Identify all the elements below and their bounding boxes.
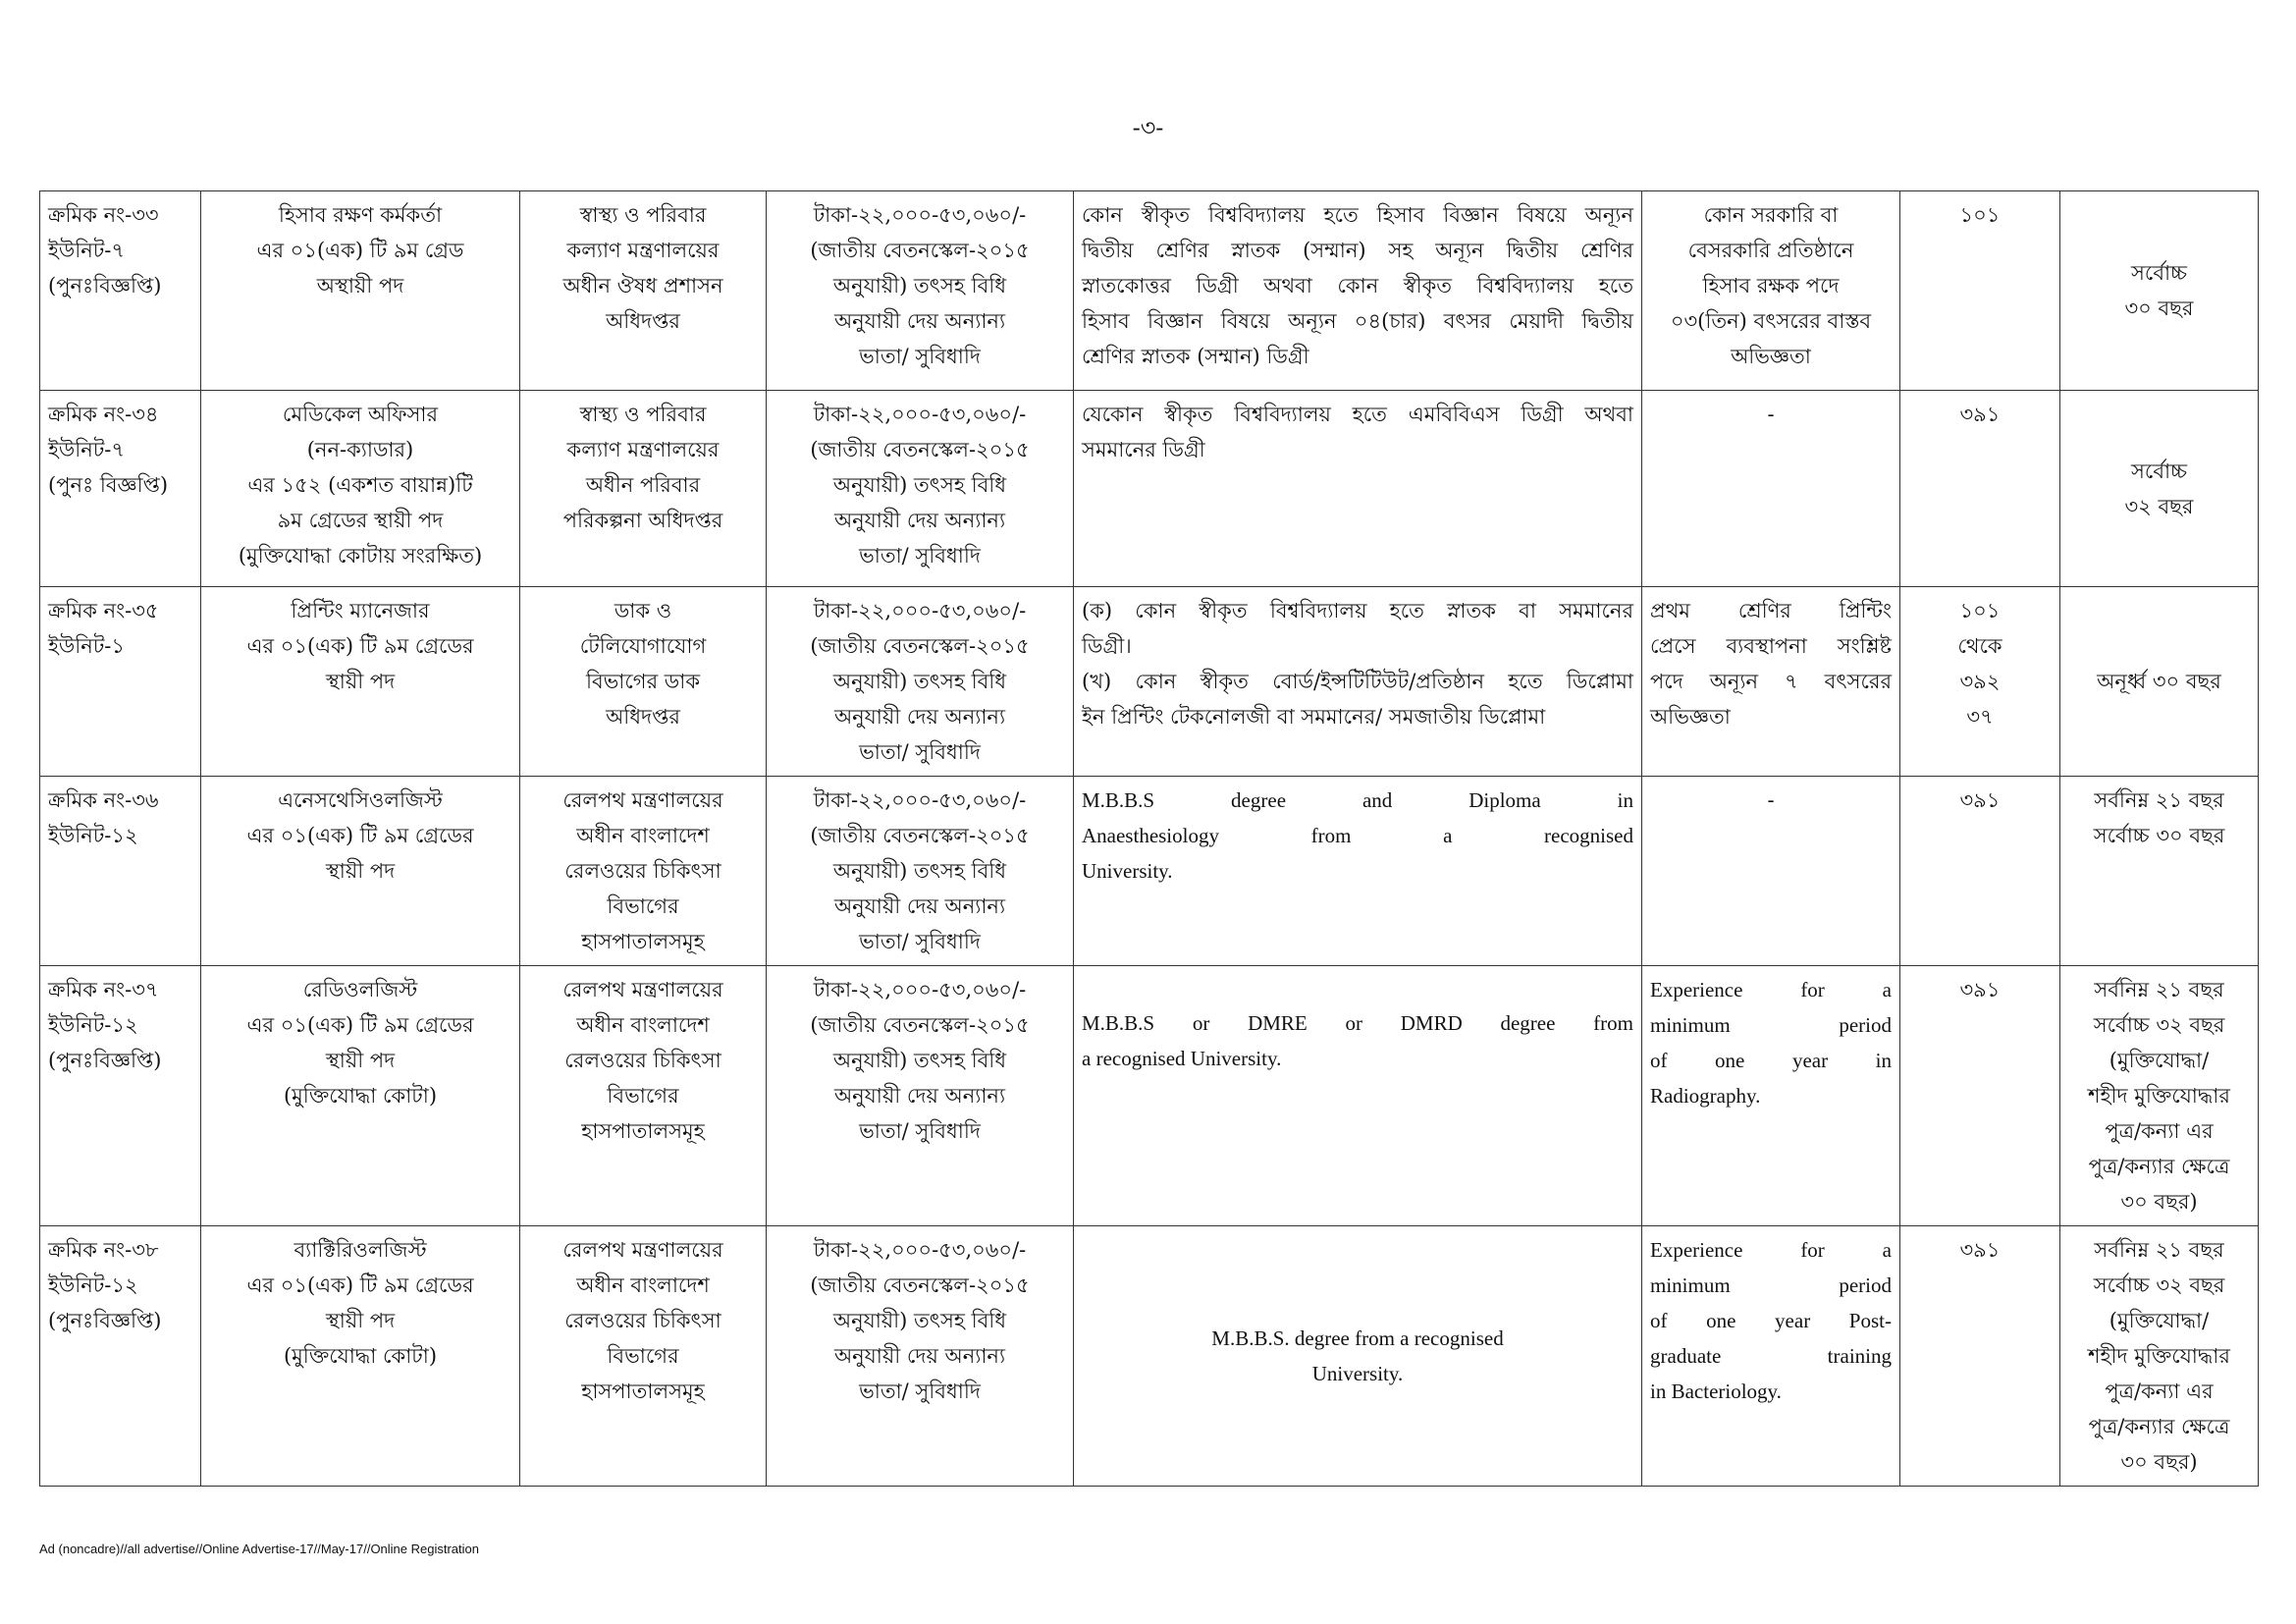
table-row xyxy=(40,1226,2259,1487)
cell-line: বিভাগের xyxy=(607,894,679,918)
cell-experience xyxy=(1642,1226,1900,1487)
cell-line: ১০১ xyxy=(1959,203,2001,227)
cell-line: টাকা-২২,০০০-৫৩,০৬০/- xyxy=(813,788,1027,812)
cell-line: স্নাতকোত্তর ডিগ্রী অথবা কোন স্বীকৃত বিশ্ববিদ্যালয় হতে xyxy=(1082,274,1633,298)
cell-line: সমমানের ডিগ্রী xyxy=(1082,438,1205,461)
cell-line: University. xyxy=(1311,1362,1404,1385)
cell-line: M.B.B.S degree and Diploma in xyxy=(1082,788,1633,812)
cell-line: হাসপাতালসমূহ xyxy=(581,1380,705,1403)
cell-code xyxy=(1900,966,2060,1226)
cell-line: অনূর্ধ্ব ৩০ বছর xyxy=(2097,670,2221,693)
cell-line: স্থায়ী পদ xyxy=(325,1049,396,1072)
cell-age xyxy=(2060,966,2259,1226)
cell-age xyxy=(2060,587,2259,777)
cell-line: অনুযায়ী) তৎসহ বিধি xyxy=(832,274,1007,298)
table-row xyxy=(40,391,2259,587)
cell-serial xyxy=(40,391,201,587)
cell-line: ইউনিট-১২ xyxy=(48,1013,138,1037)
cell-line: (জাতীয় বেতনস্কেল-২০১৫ xyxy=(810,634,1030,658)
cell-line: অধীন বাংলাদেশ xyxy=(576,824,710,847)
cell-line: ডিগ্রী। xyxy=(1082,634,1132,658)
cell-line: (জাতীয় বেতনস্কেল-২০১৫ xyxy=(810,1273,1030,1297)
cell-line: টাকা-২২,০০০-৫৩,০৬০/- xyxy=(813,403,1027,426)
table-row xyxy=(40,777,2259,966)
cell-line: Anaesthesiology from a recognised xyxy=(1082,824,1633,847)
cell-office xyxy=(520,587,767,777)
cell-line: টেলিযোগাযোগ xyxy=(579,634,707,658)
cell-line: ৩০ বছর) xyxy=(2120,1450,2198,1474)
cell-line: হিসাব রক্ষক পদে xyxy=(1702,274,1840,298)
cell-code xyxy=(1900,777,2060,966)
cell-line: M.B.B.S or DMRE or DMRD degree from xyxy=(1082,1011,1633,1035)
cell-line: রেলওয়ের চিকিৎসা xyxy=(564,1049,721,1072)
cell-line: ইন প্রিন্টিং টেকনোলজী বা সমমানের/ সমজাতীয় ডিপ্লোমা xyxy=(1082,705,1546,729)
cell-line: সর্বোচ্চ ৩০ বছর xyxy=(2093,824,2225,847)
cell-line: ক্রমিক নং-৩৫ xyxy=(48,599,159,623)
table-body xyxy=(40,191,2259,1487)
cell-line: ভাতা/ সুবিধাদি xyxy=(859,1380,981,1403)
cell-line: প্রিন্টিং ম্যানেজার xyxy=(291,599,430,623)
cell-line: এর ০১(এক) টি ৯ম গ্রেডের xyxy=(246,1013,474,1037)
cell-qualification xyxy=(1074,966,1642,1226)
cell-line: স্বাস্থ্য ও পরিবার xyxy=(579,403,707,426)
cell-line: অনুযায়ী) তৎসহ বিধি xyxy=(832,473,1007,497)
cell-line: কোন সরকারি বা xyxy=(1703,203,1839,227)
cell-line: রেডিওলজিস্ট xyxy=(302,978,418,1001)
cell-serial xyxy=(40,587,201,777)
cell-line: অনুযায়ী দেয় অন্যান্য xyxy=(833,894,1006,918)
cell-post xyxy=(201,191,520,391)
cell-line: স্বাস্থ্য ও পরিবার xyxy=(579,203,707,227)
cell-line: (পুনঃবিজ্ঞপ্তি) xyxy=(48,1049,162,1072)
cell-line: অনুযায়ী) তৎসহ বিধি xyxy=(832,1049,1007,1072)
cell-line: প্রথম শ্রেণির প্রিন্টিং xyxy=(1650,599,1892,623)
cell-line: Experience for a xyxy=(1650,978,1892,1001)
cell-salary xyxy=(767,191,1074,391)
cell-line: এর ০১(এক) টি ৯ম গ্রেডের xyxy=(246,824,474,847)
cell-line: হাসপাতালসমূহ xyxy=(581,930,705,953)
cell-line: ডাক ও xyxy=(614,599,672,623)
cell-line: পুত্র/কন্যার ক্ষেত্রে xyxy=(2088,1415,2230,1438)
cell-age xyxy=(2060,391,2259,587)
cell-line: অধীন ঔষধ প্রশাসন xyxy=(562,274,723,298)
cell-line: ৩৯১ xyxy=(1959,1238,2001,1262)
cell-line: ক্রমিক নং-৩৮ xyxy=(48,1238,159,1262)
cell-line: পদে অন্যূন ৭ বৎসরের xyxy=(1650,670,1892,693)
cell-line: পুত্র/কন্যা এর xyxy=(2105,1119,2214,1143)
cell-line: থেকে xyxy=(1957,634,2002,658)
cell-line: অধিদপ্তর xyxy=(606,705,680,729)
cell-line: পরিকল্পনা অধিদপ্তর xyxy=(562,509,723,532)
cell-line: ৩৯১ xyxy=(1959,403,2001,426)
cell-line: অধীন পরিবার xyxy=(585,473,701,497)
cell-line: in Bacteriology. xyxy=(1650,1380,1782,1403)
cell-line: ইউনিট-১২ xyxy=(48,1273,138,1297)
cell-line: সর্বোচ্চ ৩২ বছর xyxy=(2093,1273,2225,1297)
cell-line: বিভাগের xyxy=(607,1084,679,1108)
cell-line: রেলওয়ের চিকিৎসা xyxy=(564,1309,721,1332)
cell-line: হিসাব রক্ষণ কর্মকর্তা xyxy=(278,203,443,227)
cell-line: ৩৭ xyxy=(1966,705,1994,729)
cell-line: পুত্র/কন্যার ক্ষেত্রে xyxy=(2088,1155,2230,1178)
table-row xyxy=(40,191,2259,391)
cell-line: দ্বিতীয় শ্রেণির স্নাতক (সম্মান) সহ অন্যূন দ্বিতীয় শ্রেণির xyxy=(1082,239,1633,262)
cell-experience xyxy=(1642,777,1900,966)
cell-serial xyxy=(40,191,201,391)
cell-line: অধীন বাংলাদেশ xyxy=(576,1273,710,1297)
cell-line: ৩০ বছর xyxy=(2124,297,2194,320)
cell-line: সর্বোচ্চ ৩২ বছর xyxy=(2093,1013,2225,1037)
cell-line: ভাতা/ সুবিধাদি xyxy=(859,930,981,953)
cell-line: অনুযায়ী দেয় অন্যান্য xyxy=(833,509,1006,532)
cell-salary xyxy=(767,587,1074,777)
cell-line: ভাতা/ সুবিধাদি xyxy=(859,345,981,368)
cell-line: (জাতীয় বেতনস্কেল-২০১৫ xyxy=(810,824,1030,847)
cell-line: এর ০১(এক) টি ৯ম গ্রেড xyxy=(256,239,464,262)
cell-experience xyxy=(1642,191,1900,391)
cell-line: minimum period xyxy=(1650,1273,1892,1297)
cell-line: minimum period xyxy=(1650,1013,1892,1037)
cell-line: বিভাগের xyxy=(607,1344,679,1368)
cell-post xyxy=(201,1226,520,1487)
cell-line: হিসাব বিজ্ঞান বিষয়ে অন্যূন ০৪(চার) বৎসর মেয়াদী দ্বিতীয় xyxy=(1082,309,1633,333)
cell-line: M.B.B.S. degree from a recognised xyxy=(1211,1326,1504,1350)
cell-line: অধীন বাংলাদেশ xyxy=(576,1013,710,1037)
cell-line: এনেসথেসিওলজিস্ট xyxy=(278,788,443,812)
cell-experience xyxy=(1642,391,1900,587)
cell-serial xyxy=(40,1226,201,1487)
cell-line: টাকা-২২,০০০-৫৩,০৬০/- xyxy=(813,599,1027,623)
cell-line: অনুযায়ী দেয় অন্যান্য xyxy=(833,705,1006,729)
cell-post xyxy=(201,587,520,777)
cell-line: ভাতা/ সুবিধাদি xyxy=(859,1119,981,1143)
cell-line: এর ১৫২ (একশত বায়ান্ন)টি xyxy=(247,473,473,497)
cell-line: ৩০ বছর) xyxy=(2120,1190,2198,1214)
cell-line: কল্যাণ মন্ত্রণালয়ের xyxy=(566,438,720,461)
cell-line: টাকা-২২,০০০-৫৩,০৬০/- xyxy=(813,1238,1027,1262)
cell-line: রেলপথ মন্ত্রণালয়ের xyxy=(562,788,723,812)
cell-line: ভাতা/ সুবিধাদি xyxy=(859,544,981,568)
cell-line: ৩৯১ xyxy=(1959,788,2001,812)
cell-post xyxy=(201,391,520,587)
cell-line: (নন-ক্যাডার) xyxy=(306,438,414,461)
cell-line: ৩৯১ xyxy=(1959,978,2001,1001)
cell-line: ৩৯২ xyxy=(1959,670,2001,693)
cell-line: মেডিকেল অফিসার xyxy=(282,403,439,426)
cell-qualification xyxy=(1074,587,1642,777)
cell-experience xyxy=(1642,966,1900,1226)
cell-office xyxy=(520,777,767,966)
cell-office xyxy=(520,1226,767,1487)
cell-line: (পুনঃ বিজ্ঞপ্তি) xyxy=(48,473,169,497)
cell-line: বিভাগের ডাক xyxy=(585,670,701,693)
cell-age xyxy=(2060,1226,2259,1487)
cell-qualification xyxy=(1074,1226,1642,1487)
cell-line: (মুক্তিযোদ্ধা কোটায় সংরক্ষিত) xyxy=(238,544,483,568)
cell-qualification xyxy=(1074,191,1642,391)
cell-salary xyxy=(767,391,1074,587)
cell-line: অনুযায়ী দেয় অন্যান্য xyxy=(833,1344,1006,1368)
footer-path: Ad (noncadre)//all advertise//Online Advertise-17//May-17//Online Registration xyxy=(39,1542,479,1556)
cell-line: (জাতীয় বেতনস্কেল-২০১৫ xyxy=(810,438,1030,461)
cell-line: ভাতা/ সুবিধাদি xyxy=(859,740,981,764)
cell-line: সর্বনিম্ন ২১ বছর xyxy=(2094,788,2224,812)
cell-line: এর ০১(এক) টি ৯ম গ্রেডের xyxy=(246,1273,474,1297)
cell-line: (মুক্তিযোদ্ধা/ xyxy=(2109,1049,2210,1072)
table-row xyxy=(40,966,2259,1226)
cell-line: graduate training xyxy=(1650,1344,1892,1368)
cell-line: (মুক্তিযোদ্ধা/ xyxy=(2109,1309,2210,1332)
cell-line: (জাতীয় বেতনস্কেল-২০১৫ xyxy=(810,239,1030,262)
cell-line: অনুযায়ী) তৎসহ বিধি xyxy=(832,1309,1007,1332)
cell-code xyxy=(1900,1226,2060,1487)
cell-line: ইউনিট-৭ xyxy=(48,239,126,262)
cell-line: অনুযায়ী) তৎসহ বিধি xyxy=(832,859,1007,883)
cell-line: (খ) কোন স্বীকৃত বোর্ড/ইন্সটিটিউট/প্রতিষ্ঠান হতে ডিপ্লোমা xyxy=(1082,670,1633,693)
cell-line: স্থায়ী পদ xyxy=(325,859,396,883)
cell-line: of one year in xyxy=(1650,1049,1892,1072)
cell-line: সর্বনিম্ন ২১ বছর xyxy=(2094,1238,2224,1262)
cell-qualification xyxy=(1074,391,1642,587)
cell-qualification xyxy=(1074,777,1642,966)
cell-salary xyxy=(767,966,1074,1226)
cell-line: হাসপাতালসমূহ xyxy=(581,1119,705,1143)
cell-line: বেসরকারি প্রতিষ্ঠানে xyxy=(1687,239,1854,262)
cell-line: পুত্র/কন্যা এর xyxy=(2105,1380,2214,1403)
cell-age xyxy=(2060,191,2259,391)
cell-post xyxy=(201,966,520,1226)
cell-line: University. xyxy=(1082,859,1173,883)
cell-line: এর ০১(এক) টি ৯ম গ্রেডের xyxy=(246,634,474,658)
cell-age xyxy=(2060,777,2259,966)
page-number: -৩- xyxy=(1132,114,1164,141)
cell-line: (মুক্তিযোদ্ধা কোটা) xyxy=(283,1084,438,1108)
cell-line: অভিজ্ঞতা xyxy=(1731,345,1811,368)
cell-line: সর্বনিম্ন ২১ বছর xyxy=(2094,978,2224,1001)
cell-line: ০৩(তিন) বৎসরের বাস্তব xyxy=(1670,309,1872,333)
cell-line: ব্যাক্টিরিওলজিস্ট xyxy=(294,1238,427,1262)
cell-line: অস্থায়ী পদ xyxy=(316,274,404,298)
cell-line: অনুযায়ী দেয় অন্যান্য xyxy=(833,309,1006,333)
cell-line: সর্বোচ্চ xyxy=(2131,459,2187,483)
cell-salary xyxy=(767,777,1074,966)
cell-line: স্থায়ী পদ xyxy=(325,670,396,693)
cell-line: স্থায়ী পদ xyxy=(325,1309,396,1332)
cell-line: শহীদ মুক্তিযোদ্ধার xyxy=(2088,1084,2230,1108)
cell-salary xyxy=(767,1226,1074,1487)
cell-line: (জাতীয় বেতনস্কেল-২০১৫ xyxy=(810,1013,1030,1037)
cell-line: (মুক্তিযোদ্ধা কোটা) xyxy=(283,1344,438,1368)
cell-line: টাকা-২২,০০০-৫৩,০৬০/- xyxy=(813,203,1027,227)
cell-office xyxy=(520,391,767,587)
cell-experience xyxy=(1642,587,1900,777)
cell-line: of one year Post- xyxy=(1650,1309,1892,1332)
cell-line: যেকোন স্বীকৃত বিশ্ববিদ্যালয় হতে এমবিবিএস ডিগ্রী অথবা xyxy=(1082,403,1633,426)
cell-line: কোন স্বীকৃত বিশ্ববিদ্যালয় হতে হিসাব বিজ্ঞান বিষয়ে অন্যূন xyxy=(1082,203,1633,227)
cell-post xyxy=(201,777,520,966)
cell-line: ক্রমিক নং-৩৩ xyxy=(48,203,159,227)
table-row xyxy=(40,587,2259,777)
cell-line: ক্রমিক নং-৩৭ xyxy=(48,978,159,1001)
cell-line: Radiography. xyxy=(1650,1084,1761,1108)
cell-line: (ক) কোন স্বীকৃত বিশ্ববিদ্যালয় হতে স্নাতক বা সমমানের xyxy=(1082,599,1633,623)
cell-line: ক্রমিক নং-৩৬ xyxy=(48,788,159,812)
cell-line: ১০১ xyxy=(1959,599,2001,623)
cell-line: অনুযায়ী) তৎসহ বিধি xyxy=(832,670,1007,693)
cell-line: সর্বোচ্চ xyxy=(2131,261,2187,285)
cell-office xyxy=(520,191,767,391)
cell-line: ইউনিট-৭ xyxy=(48,438,126,461)
cell-line: রেলপথ মন্ত্রণালয়ের xyxy=(562,1238,723,1262)
cell-office xyxy=(520,966,767,1226)
cell-line: ইউনিট-১২ xyxy=(48,824,138,847)
cell-line: অধিদপ্তর xyxy=(606,309,680,333)
cell-line: ক্রমিক নং-৩৪ xyxy=(48,403,159,426)
cell-line: রেলপথ মন্ত্রণালয়ের xyxy=(562,978,723,1001)
cell-line: ইউনিট-১ xyxy=(48,634,125,658)
cell-line: ৯ম গ্রেডের স্থায়ী পদ xyxy=(277,509,444,532)
cell-line: ৩২ বছর xyxy=(2124,494,2194,518)
cell-line: - xyxy=(1767,403,1775,426)
cell-code xyxy=(1900,191,2060,391)
cell-line: কল্যাণ মন্ত্রণালয়ের xyxy=(566,239,720,262)
cell-line: অভিজ্ঞতা xyxy=(1650,705,1731,729)
cell-line: অনুযায়ী দেয় অন্যান্য xyxy=(833,1084,1006,1108)
cell-line: রেলওয়ের চিকিৎসা xyxy=(564,859,721,883)
cell-line: প্রেসে ব্যবস্থাপনা সংশ্লিষ্ট xyxy=(1650,634,1892,658)
cell-line: শ্রেণির স্নাতক (সম্মান) ডিগ্রী xyxy=(1082,345,1309,368)
cell-line: টাকা-২২,০০০-৫৩,০৬০/- xyxy=(813,978,1027,1001)
cell-line: a recognised University. xyxy=(1082,1047,1282,1070)
cell-line: (পুনঃবিজ্ঞপ্তি) xyxy=(48,1309,162,1332)
cell-serial xyxy=(40,966,201,1226)
cell-line: Experience for a xyxy=(1650,1238,1892,1262)
cell-line: - xyxy=(1767,788,1775,812)
cell-code xyxy=(1900,391,2060,587)
cell-line: শহীদ মুক্তিযোদ্ধার xyxy=(2088,1344,2230,1368)
advertisement-table xyxy=(39,190,2259,1487)
cell-line: (পুনঃবিজ্ঞপ্তি) xyxy=(48,274,162,298)
cell-code xyxy=(1900,587,2060,777)
cell-serial xyxy=(40,777,201,966)
